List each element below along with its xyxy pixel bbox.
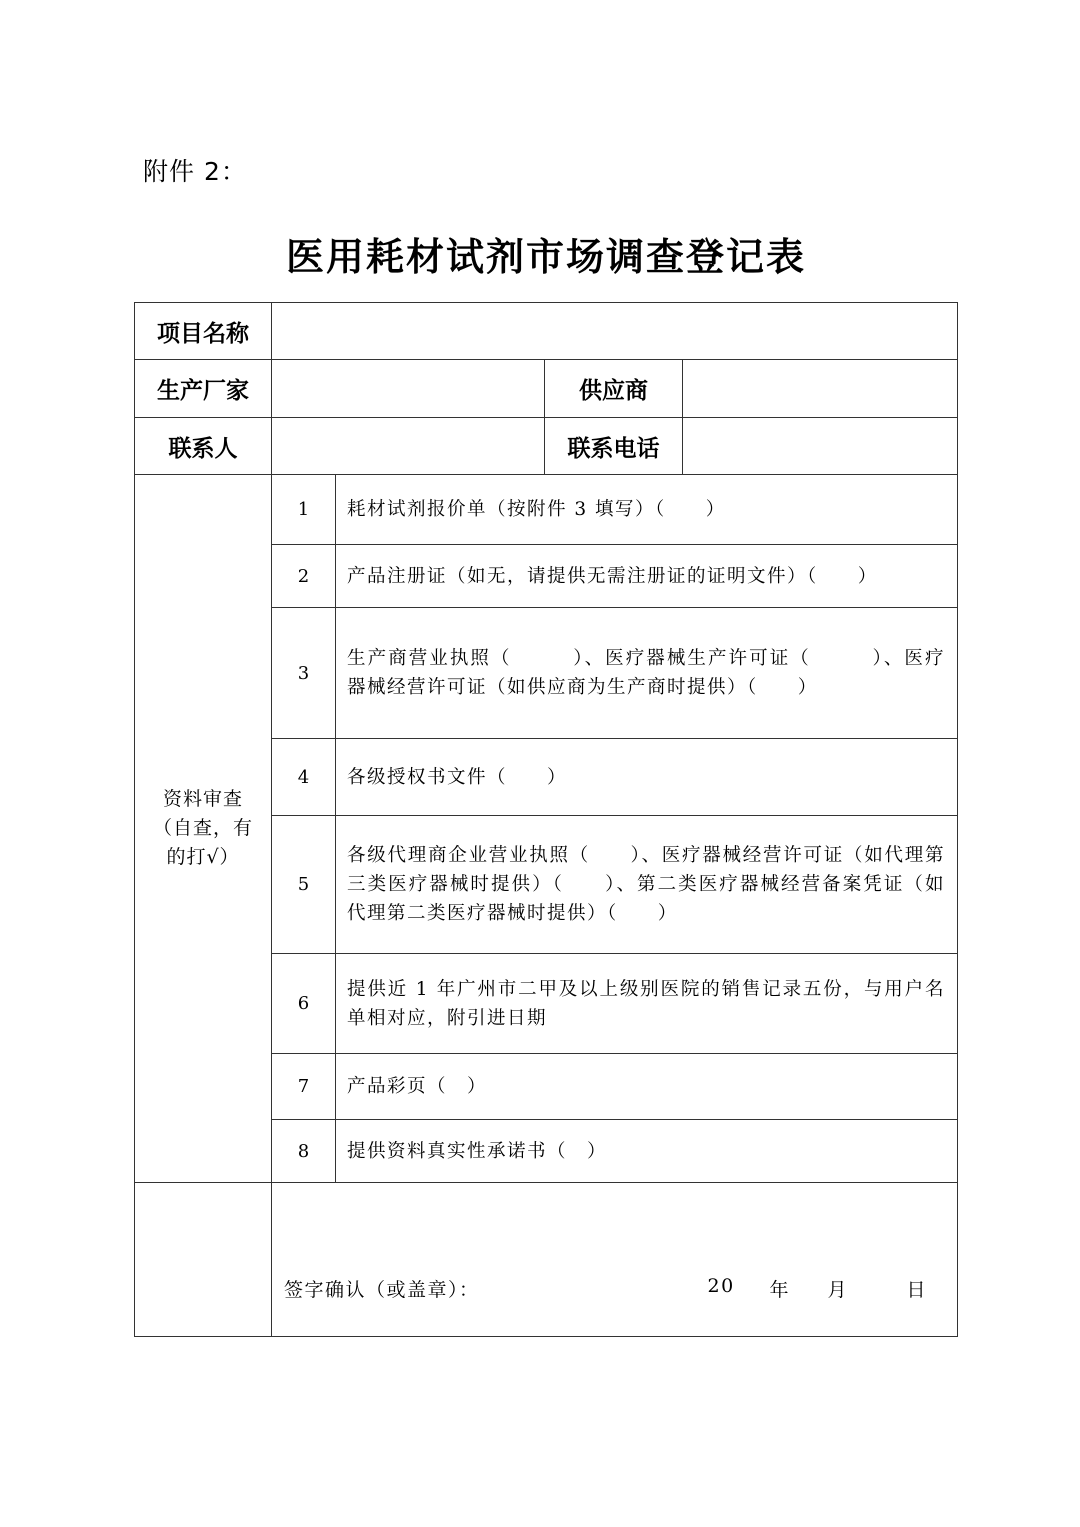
item-text[interactable]: 生产商营业执照（ ）、医疗器械生产许可证（ ）、医疗器械经营许可证（如供应商为生产商时提供）（ ） — [336, 608, 958, 739]
date-year-label: 年 — [769, 1279, 790, 1301]
manufacturer-label: 生产厂家 — [135, 360, 272, 418]
item-number: 8 — [272, 1120, 336, 1183]
manufacturer-input[interactable] — [272, 360, 545, 418]
supplier-label: 供应商 — [545, 360, 683, 418]
item-text[interactable]: 提供近 1 年广州市二甲及以上级别医院的销售记录五份，与用户名单相对应，附引进日期 — [336, 954, 958, 1054]
contact-person-label: 联系人 — [135, 418, 272, 475]
item-text[interactable]: 耗材试剂报价单（按附件 3 填写）（ ） — [336, 475, 958, 545]
item-text[interactable]: 各级代理商企业营业执照（ ）、医疗器械经营许可证（如代理第三类医疗器械时提供）（ ）、第二类医疗器械经营备案凭证（如代理第二类医疗器械时提供）（ ） — [336, 816, 958, 954]
item-number: 6 — [272, 954, 336, 1054]
review-label: 资料审查（自查，有的打√） — [135, 475, 272, 1183]
review-item-row — [135, 475, 958, 545]
registration-form-table — [134, 302, 958, 1337]
contact-phone-input[interactable] — [683, 418, 958, 475]
form-title: 医用耗材试剂市场调查登记表 — [285, 234, 806, 279]
attachment-label: 附件 2： — [143, 157, 247, 186]
row-signature — [135, 1183, 958, 1337]
row-manufacturer — [135, 360, 958, 418]
signature-cell[interactable] — [272, 1183, 958, 1337]
item-number: 1 — [272, 475, 336, 545]
item-text[interactable]: 提供资料真实性承诺书（ ） — [336, 1120, 958, 1183]
item-text[interactable]: 各级授权书文件（ ） — [336, 739, 958, 816]
project-name-label: 项目名称 — [135, 303, 272, 360]
item-number: 5 — [272, 816, 336, 954]
supplier-input[interactable] — [683, 360, 958, 418]
item-number: 4 — [272, 739, 336, 816]
signature-line — [272, 1275, 957, 1336]
item-number: 7 — [272, 1054, 336, 1120]
signature-date — [707, 1275, 927, 1302]
date-year-prefix: 20 — [707, 1275, 735, 1297]
date-day-label: 日 — [906, 1279, 927, 1301]
item-text[interactable]: 产品注册证（如无，请提供无需注册证的证明文件）（ ） — [336, 545, 958, 608]
signature-left-blank — [135, 1183, 272, 1337]
project-name-input[interactable] — [272, 303, 958, 360]
signature-label: 签字确认（或盖章）： — [284, 1279, 480, 1301]
row-contact — [135, 418, 958, 475]
contact-phone-label: 联系电话 — [545, 418, 683, 475]
item-number: 3 — [272, 608, 336, 739]
row-project-name — [135, 303, 958, 360]
item-number: 2 — [272, 545, 336, 608]
date-month-label: 月 — [827, 1279, 848, 1301]
item-text[interactable]: 产品彩页（ ） — [336, 1054, 958, 1120]
contact-person-input[interactable] — [272, 418, 545, 475]
